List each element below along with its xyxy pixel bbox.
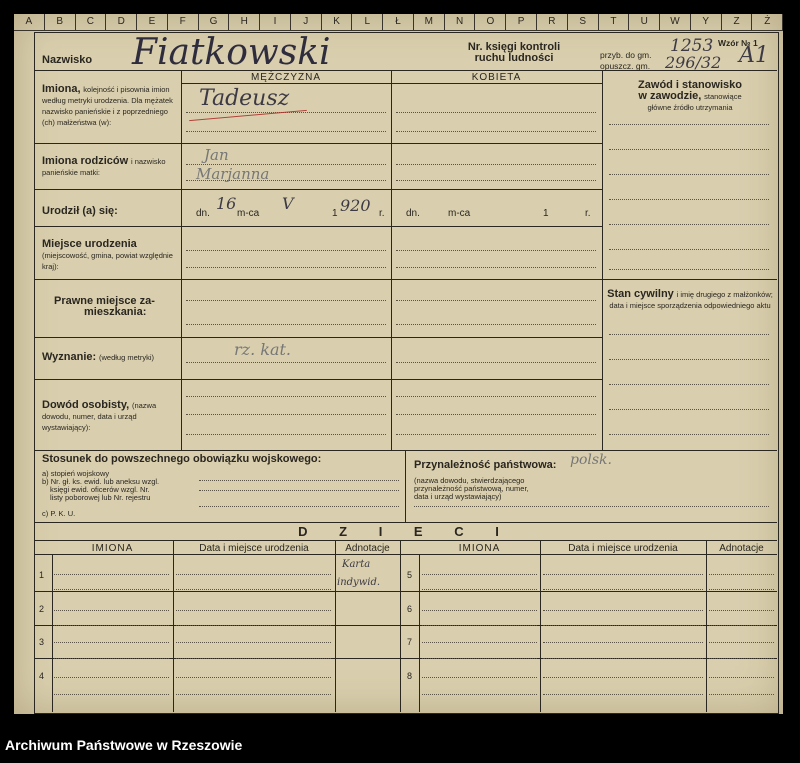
alphabet-letter: J [291, 14, 322, 30]
alphabet-letter: B [45, 14, 76, 30]
dotted-line [609, 384, 769, 385]
dotted-line [176, 677, 331, 678]
military-b1: b) Nr. gł. ks. ewid. lub aneksu wzgl. [42, 477, 160, 486]
alphabet-letter: A [14, 14, 45, 30]
child-num-2: 2 [39, 604, 45, 614]
children-col-adnotacje: Adnotacje [345, 543, 390, 554]
form-value: A1 [739, 43, 769, 68]
dotted-line [422, 574, 537, 575]
surname-label: Nazwisko [42, 54, 93, 66]
dotted-line [543, 658, 703, 659]
birth-year-value: 920 [340, 196, 371, 215]
dotted-line [176, 658, 331, 659]
dotted-line [709, 658, 774, 659]
dotted-line [186, 414, 386, 415]
dotted-line [396, 396, 596, 397]
dotted-line [543, 642, 703, 643]
dotted-line [186, 164, 386, 165]
surname-value: Fiatkowski [132, 32, 331, 73]
child-num-6: 6 [407, 604, 413, 614]
dotted-line [54, 642, 169, 643]
dotted-line [709, 677, 774, 678]
dotted-line [186, 396, 386, 397]
dotted-line [54, 610, 169, 611]
dotted-line [709, 610, 774, 611]
dotted-line [186, 180, 386, 181]
annotation-line-2: indywid. [337, 577, 381, 588]
dotted-line [422, 694, 537, 695]
dotted-line [422, 677, 537, 678]
dotted-line [543, 610, 703, 611]
dotted-line [414, 506, 769, 507]
nationality-desc-1: (nazwa dowodu, stwierdzającego [414, 476, 525, 485]
dotted-line [609, 334, 769, 335]
alphabet-letter: N [445, 14, 476, 30]
dotted-line [709, 574, 774, 575]
dotted-line [54, 694, 169, 695]
alphabet-letter: Ż [752, 14, 783, 30]
nationality-desc-2: przynależność państwową, numer, [414, 484, 529, 493]
alphabet-letter: S [568, 14, 599, 30]
dotted-line [176, 610, 331, 611]
child-num-4: 4 [39, 671, 45, 681]
female-month-label: m-ca [448, 208, 471, 219]
dotted-line [396, 434, 596, 435]
female-column-header: KOBIETA [471, 72, 522, 83]
dotted-line [186, 300, 386, 301]
dotted-line [176, 589, 331, 590]
dotted-line [422, 610, 537, 611]
female-day-label: dn. [406, 208, 420, 219]
alphabet-letter: I [260, 14, 291, 30]
dotted-line [609, 269, 769, 270]
dotted-line [176, 694, 331, 695]
dotted-line [396, 414, 596, 415]
male-year-suffix: r. [379, 208, 385, 219]
alphabet-index [14, 14, 783, 31]
mother-name-value: Marjanna [196, 165, 270, 183]
dotted-line [609, 434, 769, 435]
alphabet-letter: P [506, 14, 537, 30]
military-a: a) stopień wojskowy [42, 469, 110, 478]
male-year-prefix: 1 [332, 208, 338, 219]
male-column-header: MĘŻCZYZNA [250, 72, 322, 83]
dotted-line [54, 574, 169, 575]
dotted-line [396, 267, 596, 268]
registration-card [14, 14, 783, 714]
alphabet-letter: K [322, 14, 353, 30]
alphabet-letter: H [229, 14, 260, 30]
dotted-line [54, 658, 169, 659]
rodzice-label: Imiona rodziców i nazwisko panieńskie matki: [42, 155, 166, 177]
dotted-line [543, 625, 703, 626]
alphabet-letter: C [76, 14, 107, 30]
dotted-line [709, 589, 774, 590]
alphabet-letter: E [137, 14, 168, 30]
child-num-8: 8 [407, 671, 413, 681]
alphabet-letter: T [599, 14, 630, 30]
dotted-line [609, 149, 769, 150]
left-label: opuszcz. gm. [600, 61, 651, 71]
dotted-line [422, 642, 537, 643]
dotted-line [186, 267, 386, 268]
dotted-line [609, 174, 769, 175]
female-year-suffix: r. [585, 208, 591, 219]
military-c: c) P. K. U. [42, 509, 76, 518]
dotted-line [543, 677, 703, 678]
annotation-line-1: Karta [342, 559, 371, 570]
military-title: Stosunek do powszechnego obowiązku wojskowego: [42, 453, 322, 465]
dotted-line [396, 180, 596, 181]
dotted-line [396, 131, 596, 132]
dotted-line [396, 112, 596, 113]
child-num-1: 1 [39, 570, 45, 580]
dotted-line [199, 490, 399, 491]
dotted-line [543, 574, 703, 575]
dowod-label: Dowód osobisty, (nazwa dowodu, numer, data i urząd wystawiający): [42, 399, 157, 432]
alphabet-letter: M [414, 14, 445, 30]
dotted-line [396, 164, 596, 165]
first-name-value: Tadeusz [199, 86, 290, 111]
wyznanie-label: Wyznanie: (według metryki) [42, 351, 154, 363]
military-b3: listy poborowej lub Nr. rejestru [50, 493, 151, 502]
dotted-line [54, 589, 169, 590]
alphabet-letter: Ł [383, 14, 414, 30]
dotted-line [54, 677, 169, 678]
dotted-line [422, 589, 537, 590]
alphabet-letter: L [352, 14, 383, 30]
children-col-data-right: Data i miejsce urodzenia [568, 543, 678, 554]
alphabet-letter: D [106, 14, 137, 30]
dotted-line [609, 249, 769, 250]
child-num-5: 5 [407, 570, 413, 580]
child-num-3: 3 [39, 637, 45, 647]
zawod-label: Zawód i stanowisko w zawodzie, stanowiące główne źródło utrzymania [638, 79, 742, 112]
imiona-label: Imiona, kolejność i pisownia imion według metryki urodzenia. Dla mężatek nazwisko panieńskie i z poprzedniego (ch) małżeństwa (w): [42, 83, 173, 127]
dotted-line [543, 694, 703, 695]
father-name-value: Jan [204, 146, 229, 164]
arrived-label: przyb. do gm. [600, 50, 652, 60]
alphabet-letter: W [660, 14, 691, 30]
children-col-imiona: IMIONA [91, 543, 134, 554]
dotted-line [186, 324, 386, 325]
dotted-line [176, 625, 331, 626]
alphabet-letter: U [629, 14, 660, 30]
dotted-line [186, 250, 386, 251]
dotted-line [176, 574, 331, 575]
dotted-line [396, 250, 596, 251]
male-month-label: m-ca [237, 208, 260, 219]
dotted-line [199, 506, 399, 507]
birth-day-value: 16 [216, 194, 237, 213]
dotted-line [543, 589, 703, 590]
archive-caption: Archiwum Państwowe w Rzeszowie [5, 737, 243, 753]
dotted-line [186, 131, 386, 132]
book-label: Nr. księgi kontroli ruchu ludności [467, 41, 561, 64]
dotted-line [199, 480, 399, 481]
dotted-line [709, 625, 774, 626]
dotted-line [396, 300, 596, 301]
dotted-line [609, 124, 769, 125]
alphabet-letter: R [537, 14, 568, 30]
birth-month-value: V [282, 194, 294, 213]
stan-cywilny-label: Stan cywilny i imię drugiego z małżonków; data i miejsce sporządzenia odpowiedniego aktu [607, 288, 773, 310]
military-b2: księgi ewid. oficerów wzgl. Nr. [50, 485, 150, 494]
urodzil-label: Urodził (a) się: [42, 205, 118, 217]
dotted-line [609, 199, 769, 200]
dotted-line [422, 658, 537, 659]
dotted-line [396, 362, 596, 363]
children-title: D Z I E C I [298, 524, 513, 539]
dotted-line [186, 112, 386, 113]
children-col-adnotacje-right: Adnotacje [719, 543, 764, 554]
arrived-value: 1253 [670, 36, 714, 56]
dotted-line [609, 409, 769, 410]
dotted-line [609, 359, 769, 360]
nationality-desc-3: data i urząd wystawiający) [414, 492, 502, 501]
dotted-line [609, 224, 769, 225]
religion-value: rz. kat. [234, 340, 291, 359]
nationality-title: Przynależność państwowa: [414, 459, 557, 471]
prawne-label: Prawne miejsce za- mieszkania: [54, 295, 155, 318]
dotted-line [422, 625, 537, 626]
children-col-data: Data i miejsce urodzenia [199, 543, 309, 554]
dotted-line [54, 625, 169, 626]
nationality-value: polsk. [570, 452, 612, 468]
dotted-line [396, 324, 596, 325]
dotted-line [709, 694, 774, 695]
alphabet-letter: G [199, 14, 230, 30]
alphabet-letter: O [475, 14, 506, 30]
alphabet-letter: Z [722, 14, 753, 30]
dotted-line [186, 434, 386, 435]
left-value: 296/32 [665, 53, 722, 72]
dotted-line [709, 642, 774, 643]
alphabet-letter: F [168, 14, 199, 30]
dotted-line [186, 362, 386, 363]
alphabet-letter: Y [691, 14, 722, 30]
child-num-7: 7 [407, 637, 413, 647]
children-col-imiona-right: IMIONA [458, 543, 501, 554]
miejsce-urodzenia-label: Miejsce urodzenia (miejscowość, gmina, powiat względnie kraj): [42, 238, 173, 271]
female-year-prefix: 1 [543, 208, 549, 219]
dotted-line [176, 642, 331, 643]
form-label: Wzór № 1 [718, 38, 758, 48]
male-day-label: dn. [196, 208, 210, 219]
